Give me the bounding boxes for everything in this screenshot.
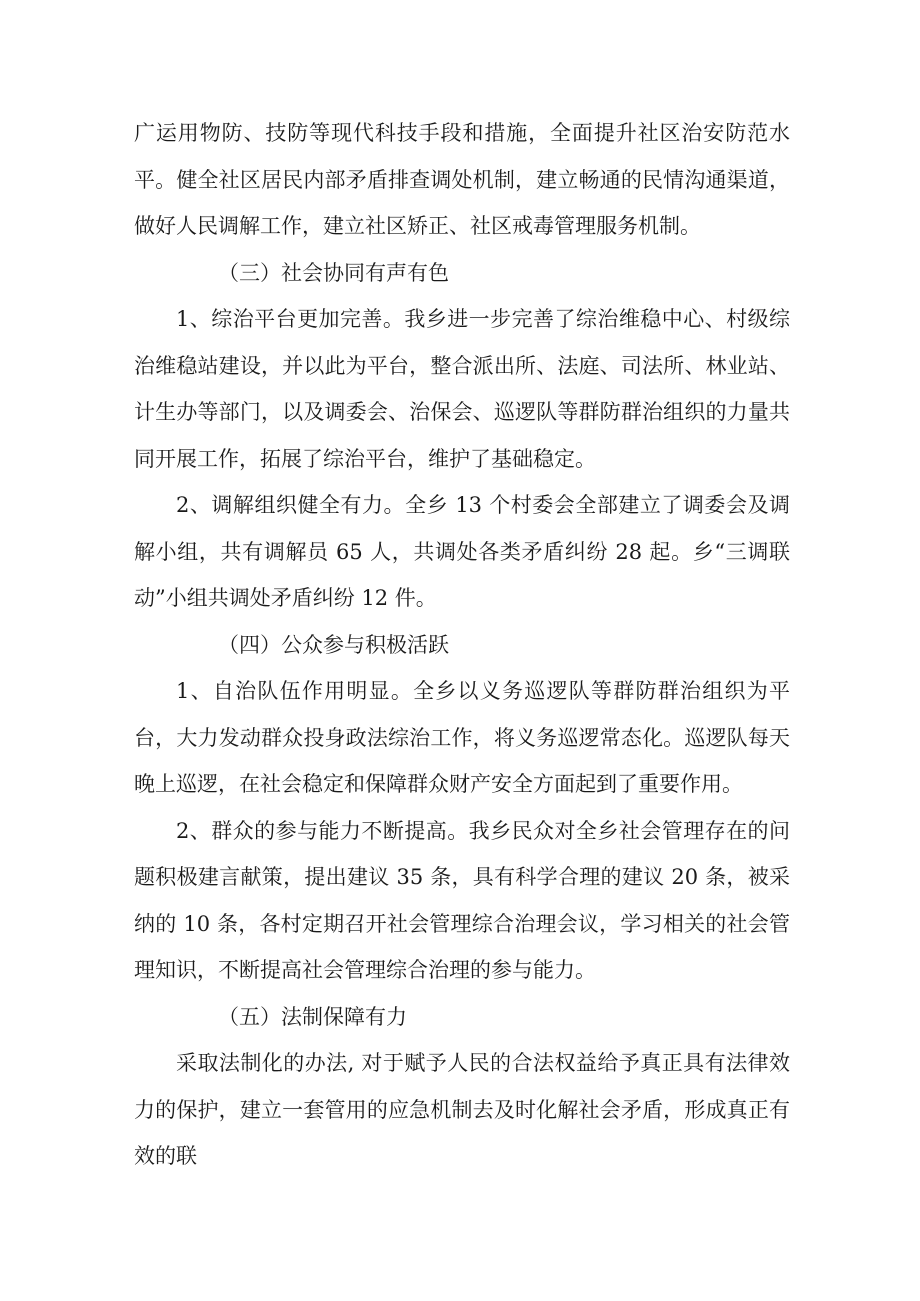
paragraph-public-participation: 2、群众的参与能力不断提高。我乡民众对全乡社会管理存在的问题积极建言献策，提出建议 35 条，具有科学合理的建议 20 条，被采纳的 10 条，各村定期召开社会管理综合治理会议，学习相关的社会管理知识，不断提高社会管理综合治理的参与能力。 [134,818,790,982]
document-body [134,110,790,1180]
section-heading-three: （三）社会协同有声有色 [218,260,449,285]
paragraph-platform: 1、综治平台更加完善。我乡进一步完善了综治维稳中心、村级综治维稳站建设，并以此为平台，整合派出所、法庭、司法所、林业站、计生办等部门，以及调委会、治保会、巡逻队等群防群治组织的力量共同开展工作，拓展了综治平台，维护了基础稳定。 [134,307,790,471]
section-heading-five: （五）法制保障有力 [218,1004,407,1029]
paragraph-patrol-team: 1、自治队伍作用明显。全乡以义务巡逻队等群防群治组织为平台，大力发动群众投身政法综治工作，将义务巡逻常态化。巡逻队每天晚上巡逻，在社会稳定和保障群众财产安全方面起到了重要作用。 [134,679,790,796]
section-heading-four: （四）公众参与积极活跃 [218,632,449,657]
paragraph-legal-protection: 采取法制化的办法, 对于赋予人民的合法权益给予真正具有法律效力的保护，建立一套管用的应急机制去及时化解社会矛盾，形成真正有效的联 [134,1051,790,1168]
paragraph-mediation: 2、调解组织健全有力。全乡 13 个村委会全部建立了调委会及调解小组，共有调解员 65 人，共调处各类矛盾纠纷 28 起。乡“三调联动”小组共调处矛盾纠纷 12 件。 [134,493,790,610]
paragraph-continued: 广运用物防、技防等现代科技手段和措施，全面提升社区治安防范水平。健全社区居民内部矛盾排查调处机制，建立畅通的民情沟通渠道，做好人民调解工作，建立社区矫正、社区戒毒管理服务机制。 [134,121,790,238]
